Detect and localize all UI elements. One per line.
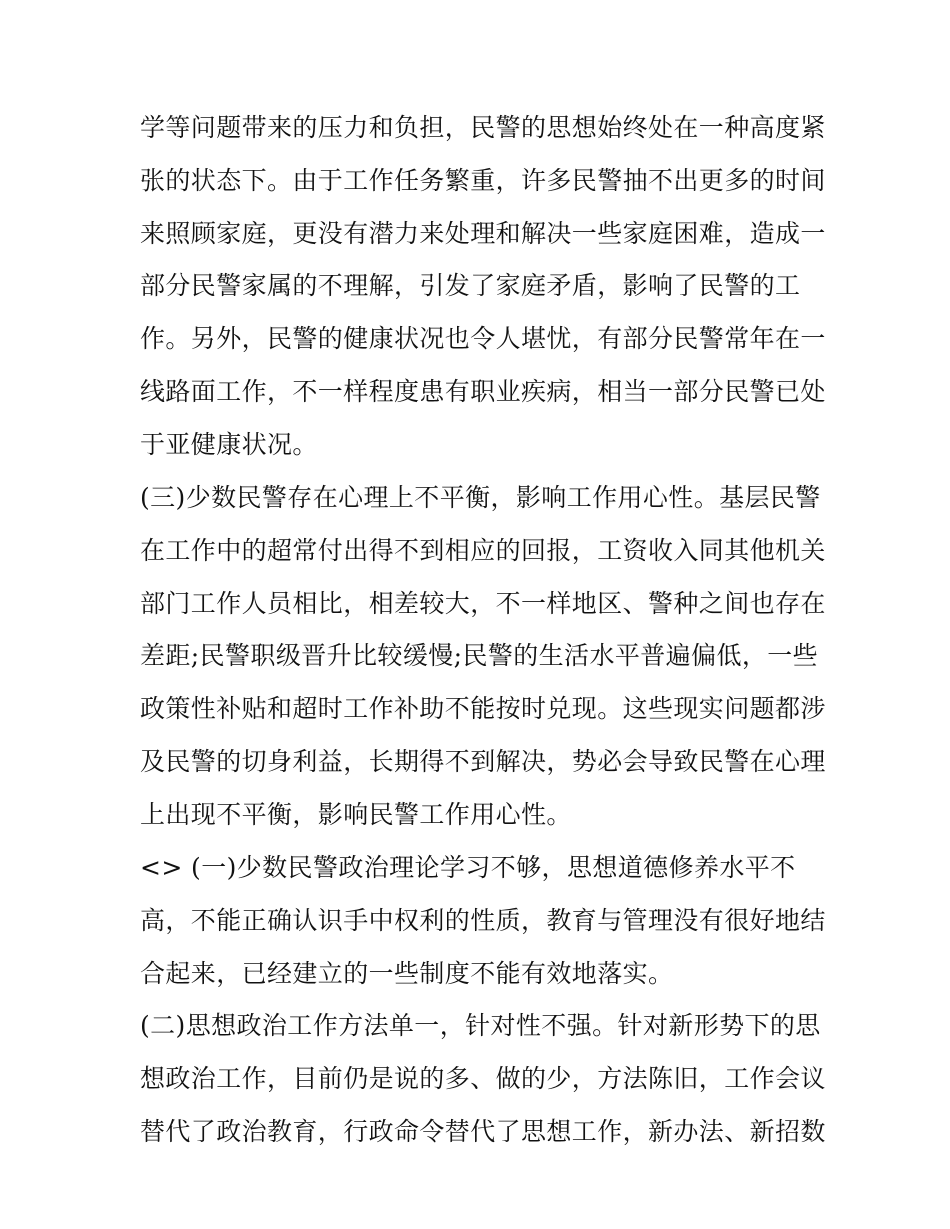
text-line: 高，不能正确认识手中权利的性质，教育与管理没有很好地结 xyxy=(140,906,826,935)
text-line: 来照顾家庭，更没有潜力来处理和解决一些家庭困难，造成一 xyxy=(140,219,826,248)
text-line: 作。另外，民警的健康状况也令人堪忧，有部分民警常年在一 xyxy=(140,324,826,353)
section-heading-line: <> (一)少数民警政治理论学习不够，思想道德修养水平不 xyxy=(140,853,796,882)
text-line: 在工作中的超常付出得不到相应的回报，工资收入同其他机关 xyxy=(140,536,826,565)
section-heading-line: (三)少数民警存在心理上不平衡，影响工作用心性。基层民警 xyxy=(140,483,821,512)
text-line: 替代了政治教育，行政命令替代了思想工作，新办法、新招数 xyxy=(140,1117,826,1146)
text-line: 合起来，已经建立的一些制度不能有效地落实。 xyxy=(140,959,674,988)
text-line: 学等问题带来的压力和负担，民警的思想始终处在一种高度紧 xyxy=(140,113,826,142)
text-line: 部分民警家属的不理解，引发了家庭矛盾，影响了民警的工 xyxy=(140,271,801,300)
text-line: 张的状态下。由于工作任务繁重，许多民警抽不出更多的时间 xyxy=(140,166,826,195)
text-line: 政策性补贴和超时工作补助不能按时兑现。这些现实问题都涉 xyxy=(140,694,826,723)
text-line: 上出现不平衡，影响民警工作用心性。 xyxy=(140,800,572,829)
text-line: 线路面工作，不一样程度患有职业疾病，相当一部分民警已处 xyxy=(140,377,826,406)
text-line: 部门工作人员相比，相差较大，不一样地区、警种之间也存在 xyxy=(140,589,826,618)
text-line: 于亚健康状况。 xyxy=(140,430,318,459)
text-line: 差距;民警职级晋升比较缓慢;民警的生活水平普遍偏低，一些 xyxy=(140,641,819,670)
text-line: 想政治工作，目前仍是说的多、做的少，方法陈旧，工作会议 xyxy=(140,1064,826,1093)
section-heading-line: (二)思想政治工作方法单一，针对性不强。针对新形势下的思 xyxy=(140,1011,821,1040)
text-line: 及民警的切身利益，长期得不到解决，势必会导致民警在心理 xyxy=(140,747,826,776)
